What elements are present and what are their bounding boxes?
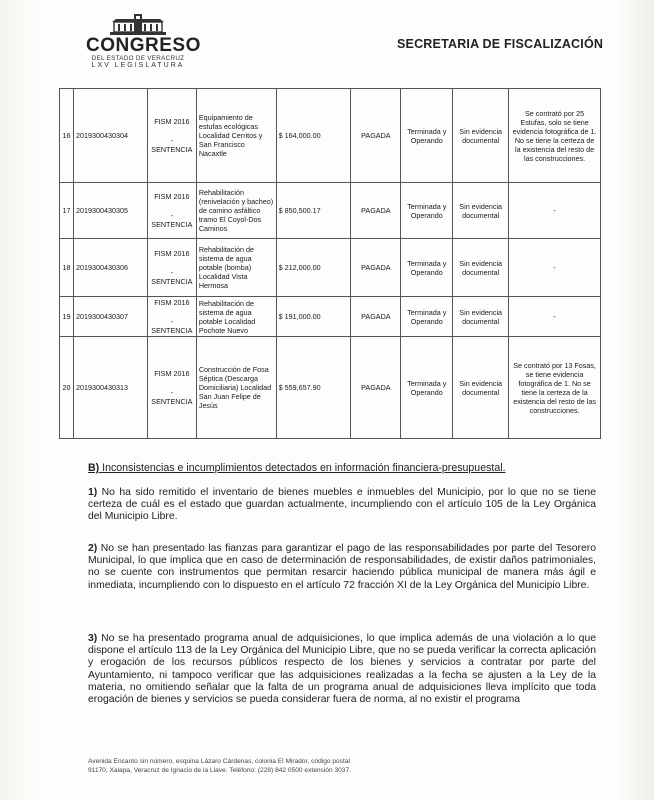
work-status: Terminada y Operando — [401, 183, 453, 239]
table-row — [60, 297, 601, 337]
work-status: Terminada y Operando — [401, 89, 453, 183]
work-number: 2019300430304 — [73, 89, 147, 183]
program: FISM 2016 — [154, 298, 190, 307]
program-cell: FISM 2016 - SENTENCIA — [147, 297, 196, 337]
paragraph-number: 1) — [88, 487, 98, 498]
payment-status: PAGADA — [351, 337, 401, 439]
description: Rehabilitación (renivelación y bacheo) de camino asfáltico tramo El Coyol-Dos Caminos — [196, 183, 276, 239]
amount: $ 850,500.17 — [276, 183, 351, 239]
description: Construcción de Fosa Séptica (Descarga Domiciliaria) Localidad San Juan Felipe de Jesús — [196, 337, 276, 439]
paragraph-text: No se ha presentado programa anual de adquisiciones, lo que implica además de una violación a lo que dispone el artículo 113 de la Ley Orgánica del Municipio Libre, que no se pueda verificar la correcta aplicación y erogación de los recursos públicos respecto de los bienes y servicios a contratar por parte del Ayuntamiento, ni tampoco verificar que las adquisiciones realizadas a la fecha se ajusten a la Ley de la materia, no omitiendo señalar que la falta de un programa anual de adquisiciones lleva implícito que toda erogación de bienes y servicios se pueda considerar fuera de norma, al no existir el programa — [88, 633, 597, 706]
amount: $ 191,000.00 — [276, 297, 351, 337]
program: FISM 2016 — [154, 117, 190, 126]
payment-status: PAGADA — [351, 239, 401, 297]
observation: - — [509, 239, 601, 297]
observation: Se contrató por 25 Estufas, solo se tiene evidencia fotográfica de 1. No se tiene la certeza de la existencia del resto de las construcciones. — [509, 89, 601, 183]
program-cell: FISM 2016 - SENTENCIA — [147, 89, 196, 183]
program: FISM 2016 — [154, 369, 190, 378]
row-number: 20 — [60, 337, 74, 439]
table-row — [60, 183, 601, 239]
program-note: SENTENCIA — [151, 326, 193, 335]
amount: $ 559,657.90 — [276, 337, 351, 439]
observation: Se contrató por 13 Fosas, se tiene evidencia fotográfica de 1. No se tiene la certeza de la existencia del resto de las construcciones. — [509, 337, 601, 439]
logo-title: CONGRESO — [86, 35, 201, 56]
table-row — [60, 337, 601, 439]
row-number: 19 — [60, 297, 74, 337]
row-number: 17 — [60, 183, 74, 239]
observation: - — [509, 297, 601, 337]
paragraph-number: 2) — [88, 543, 98, 554]
work-number: 2019300430313 — [73, 337, 147, 439]
payment-status: PAGADA — [351, 183, 401, 239]
table-row — [60, 89, 601, 183]
footer-line-2: 91170, Xalapa, Veracruz de Ignacio de la Llave. Teléfono: (228) 842 0500 extensión 3037. — [88, 767, 351, 774]
section-letter: B) — [88, 462, 100, 474]
paragraph-text: No se han presentado las fianzas para garantizar el pago de las responsabilidades por parte del Tesorero Municipal, lo que implica que en caso de determinación de responsabilidades, de existir daños patrimoniales, no se cuente con instrumentos que permitan resarcir haciendo pública municipal de manera más ágil e inmediata, incumpliendo con lo dispuesto en el artículo 72 fracción XI de la Ley Orgánica del Municipio Libre. — [88, 543, 597, 591]
paragraph-2 — [88, 543, 596, 592]
work-number: 2019300430307 — [73, 297, 147, 337]
program-cell: FISM 2016 - SENTENCIA — [147, 239, 196, 297]
program-note: SENTENCIA — [151, 145, 193, 154]
work-status: Terminada y Operando — [401, 239, 453, 297]
description: Equipamiento de estufas ecológicas Localidad Cerritos y San Francisco Nacaxtle — [196, 89, 276, 183]
work-status: Terminada y Operando — [401, 337, 453, 439]
work-number: 2019300430306 — [73, 239, 147, 297]
row-number: 18 — [60, 239, 74, 297]
program-cell: FISM 2016 - SENTENCIA — [147, 183, 196, 239]
paragraph-text: No ha sido remitido el inventario de bienes muebles e inmuebles del Municipio, por lo que no se tiene certeza de cuál es el estado que guardan actualmente, incumpliendo con el artículo 105 de la Ley Orgánica del Municipio Libre. — [88, 487, 596, 523]
payment-status: PAGADA — [351, 89, 401, 183]
observation: - — [509, 183, 601, 239]
logo-legislature: LXV LEGISLATURA — [91, 62, 185, 69]
table-row — [60, 239, 601, 297]
works-table — [59, 88, 601, 439]
congress-logo — [86, 12, 201, 82]
work-number: 2019300430305 — [73, 183, 147, 239]
footer-address — [88, 757, 508, 775]
amount: $ 212,000.00 — [276, 239, 351, 297]
evidence: Sin evidencia documental — [453, 337, 509, 439]
evidence: Sin evidencia documental — [453, 239, 509, 297]
footer-line-1: Avenida Encanto sin número, esquina Lázaro Cárdenas, colonia El Mirador, código postal — [88, 758, 350, 765]
program-note: SENTENCIA — [151, 220, 193, 229]
program-note: SENTENCIA — [151, 397, 193, 406]
section-title: Inconsistencias e incumplimientos detectados en información financiera-presupuestal. — [102, 462, 506, 474]
payment-status: PAGADA — [351, 297, 401, 337]
row-number: 16 — [60, 89, 74, 183]
program-note: SENTENCIA — [151, 277, 193, 286]
paragraph-1 — [88, 487, 596, 524]
description: Rehabilitación de sistema de agua potable Localidad Pochote Nuevo — [196, 297, 276, 337]
program: FISM 2016 — [154, 192, 190, 201]
department-title: SECRETARIA DE FISCALIZACIÓN — [397, 37, 604, 51]
work-status: Terminada y Operando — [401, 297, 453, 337]
program: FISM 2016 — [154, 249, 190, 258]
amount: $ 164,000.00 — [276, 89, 351, 183]
description: Rehabilitación de sistema de agua potable (bomba) Localidad Vista Hermosa — [196, 239, 276, 297]
program-cell: FISM 2016 - SENTENCIA — [147, 337, 196, 439]
evidence: Sin evidencia documental — [453, 297, 509, 337]
evidence: Sin evidencia documental — [453, 183, 509, 239]
evidence: Sin evidencia documental — [453, 89, 509, 183]
section-heading — [88, 462, 608, 474]
logo-subtitle: DEL ESTADO DE VERACRUZ — [91, 55, 185, 62]
congress-building-icon — [108, 12, 168, 36]
paragraph-number: 3) — [88, 633, 98, 644]
paragraph-3 — [88, 633, 596, 706]
